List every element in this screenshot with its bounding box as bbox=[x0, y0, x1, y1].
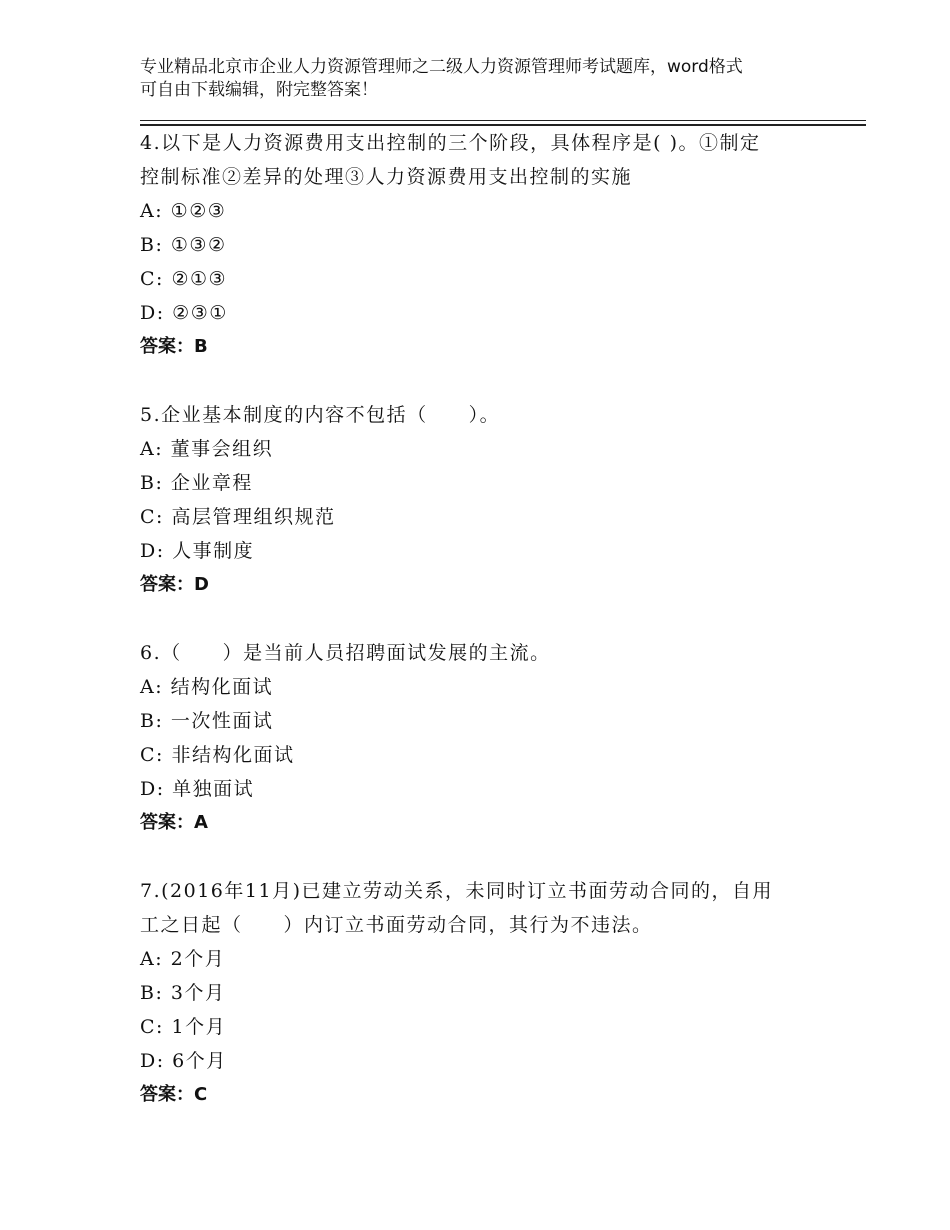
header-divider-thin bbox=[140, 120, 866, 121]
question-stem-line-1: 5.企业基本制度的内容不包括（ ）。 bbox=[140, 404, 501, 426]
question-5 bbox=[140, 398, 820, 602]
option-a: A: 董事会组织 bbox=[140, 438, 274, 460]
option-a: A: 2个月 bbox=[140, 948, 226, 970]
option-d: D: 单独面试 bbox=[140, 778, 255, 800]
option-d: D: 人事制度 bbox=[140, 540, 255, 562]
option-c: C: 非结构化面试 bbox=[140, 744, 295, 766]
option-d: D: ②③① bbox=[140, 302, 228, 324]
answer-label: 答案：D bbox=[140, 574, 209, 595]
header-line-2: 可自由下载编辑，附完整答案！ bbox=[140, 80, 378, 100]
answer-label: 答案：A bbox=[140, 812, 208, 833]
option-d: D: 6个月 bbox=[140, 1050, 227, 1072]
question-stem-line-1: 6.（ ）是当前人员招聘面试发展的主流。 bbox=[140, 642, 551, 664]
option-a: A: ①②③ bbox=[140, 200, 227, 222]
question-stem bbox=[140, 874, 820, 942]
question-stem-line-2: 控制标准②差异的处理③人力资源费用支出控制的实施 bbox=[140, 166, 633, 188]
header-line-1: 专业精品北京市企业人力资源管理师之二级人力资源管理师考试题库，word格式 bbox=[140, 57, 743, 77]
option-b: B: ①③② bbox=[140, 234, 227, 256]
option-b: B: 一次性面试 bbox=[140, 710, 274, 732]
question-6 bbox=[140, 636, 820, 840]
option-b: B: 企业章程 bbox=[140, 472, 253, 494]
question-7 bbox=[140, 874, 820, 1112]
option-c: C: ②①③ bbox=[140, 268, 228, 290]
question-stem-line-2: 工之日起（ ）内订立书面劳动合同，其行为不违法。 bbox=[140, 914, 653, 936]
answer-label: 答案：C bbox=[140, 1084, 208, 1105]
question-stem bbox=[140, 398, 820, 432]
question-stem bbox=[140, 126, 820, 194]
question-stem-line-1: 4.以下是人力资源费用支出控制的三个阶段，具体程序是( )。①制定 bbox=[140, 132, 761, 154]
answer-label: 答案：B bbox=[140, 336, 208, 357]
question-list bbox=[140, 126, 820, 1146]
option-a: A: 结构化面试 bbox=[140, 676, 274, 698]
document-header bbox=[140, 56, 840, 102]
option-c: C: 1个月 bbox=[140, 1016, 227, 1038]
question-stem bbox=[140, 636, 820, 670]
question-4 bbox=[140, 126, 820, 364]
question-stem-line-1: 7.(2016年11月)已建立劳动关系，未同时订立书面劳动合同的，自用 bbox=[140, 880, 773, 902]
option-b: B: 3个月 bbox=[140, 982, 226, 1004]
option-c: C: 高层管理组织规范 bbox=[140, 506, 336, 528]
